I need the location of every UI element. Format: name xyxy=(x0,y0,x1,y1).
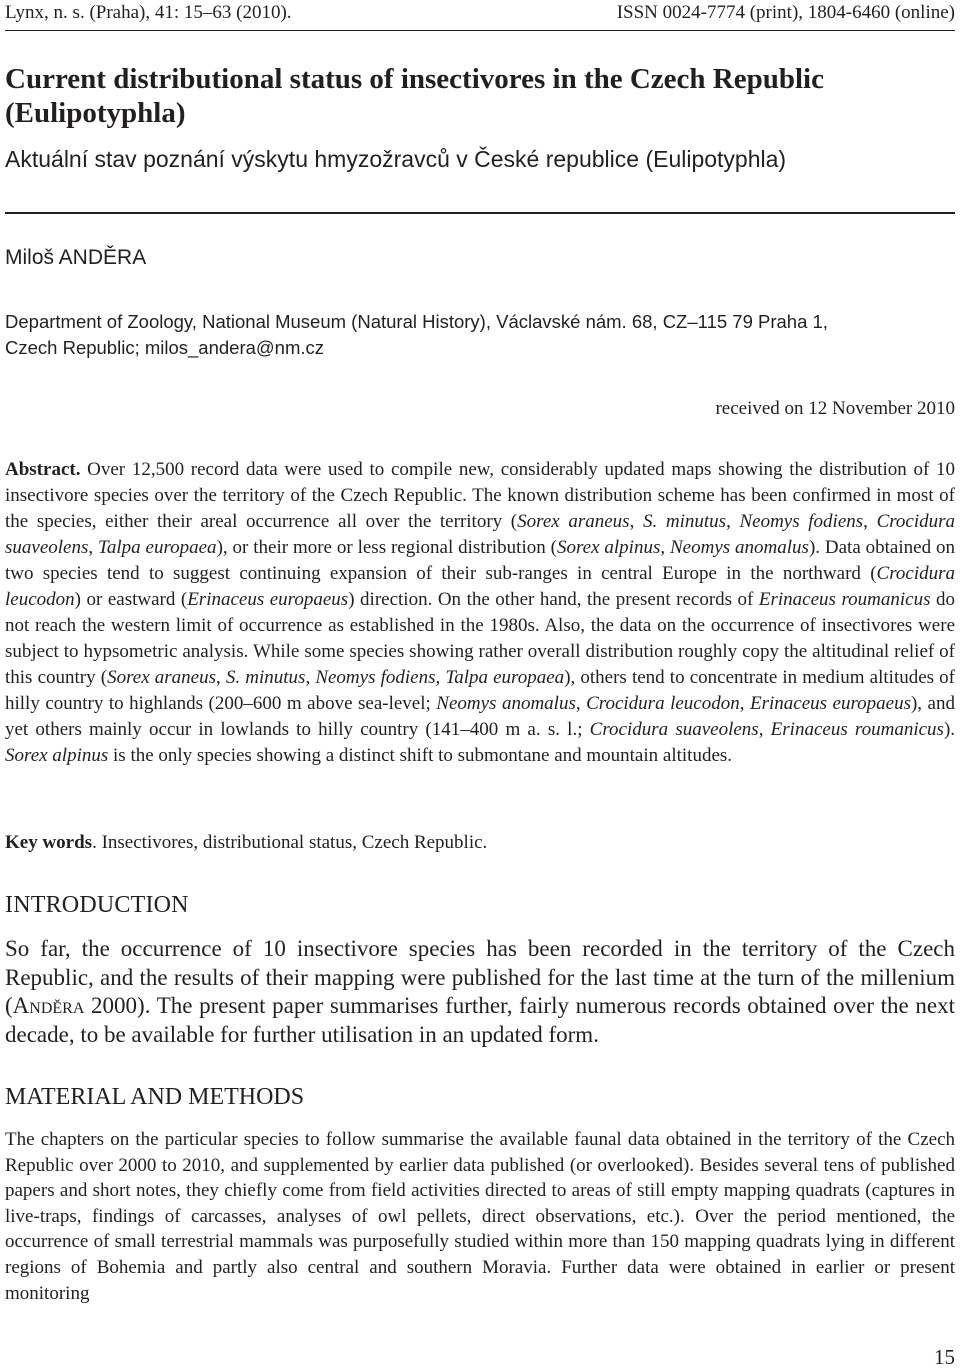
abstract-text: , xyxy=(863,511,877,532)
affiliation xyxy=(5,309,960,361)
article-title: Current distributional status of insectivores in the Czech Republic (Eulipotyphla) xyxy=(5,63,824,129)
species-name: Erinaceus roumanicus xyxy=(770,719,944,740)
abstract-text: , xyxy=(660,537,670,558)
running-header xyxy=(5,2,955,28)
author: Miloš ANDĚRA xyxy=(5,246,147,269)
section-heading-introduction: INTRODUCTION xyxy=(5,892,189,918)
citation-author: Anděra xyxy=(12,993,85,1018)
abstract-text: , xyxy=(305,667,316,688)
abstract-text: , xyxy=(215,667,226,688)
issn: ISSN 0024-7774 (print), 1804-6460 (online) xyxy=(616,2,955,23)
species-name: Neomys fodiens xyxy=(739,511,864,532)
species-name: Erinaceus europaeus xyxy=(749,693,911,714)
abstract-text: ). xyxy=(943,719,956,740)
species-name: S. minutus xyxy=(642,511,727,532)
species-name: Sorex araneus xyxy=(517,511,630,532)
abstract-text: , xyxy=(739,693,750,714)
section-heading-methods: MATERIAL AND METHODS xyxy=(5,1084,305,1110)
species-name: Sorex alpinus xyxy=(5,745,109,766)
abstract-text: ), and yet others mainly occur in lowlands to hilly country (141–400 m a. s. l.; xyxy=(5,693,955,740)
abstract-text: , xyxy=(726,511,740,532)
body-text: So far, the occurrence of 10 insectivore species has been recorded in the territory of the Czech Republic, and the results of their mapping were published for the last time at the turn of the millenium ( xyxy=(5,936,955,1018)
header-rule xyxy=(5,30,955,31)
keywords xyxy=(5,830,955,856)
abstract xyxy=(5,457,955,769)
abstract-text: ), others tend to concentrate in medium altitudes of hilly country to highlands (200–600 m above sea-level; xyxy=(5,667,956,714)
abstract-text: ), or their more or less regional distribution ( xyxy=(216,537,557,558)
journal-citation: Lynx, n. s. (Praha), 41: 15–63 (2010). xyxy=(5,2,292,23)
abstract-text: ). Data obtained on two species tend to suggest continuing expansion of their sub-ranges in central Europe in the northward ( xyxy=(5,537,955,584)
title-rule xyxy=(5,212,955,214)
abstract-text: , xyxy=(758,719,771,740)
affiliation-line: Department of Zoology, National Museum (Natural History), Václavské nám. 68, CZ–115 79 Praha 1, xyxy=(5,311,828,332)
species-name: Crocidura suaveolens xyxy=(5,511,956,558)
species-name: Erinaceus roumanicus xyxy=(758,589,931,610)
abstract-text: is the only species showing a distinct shift to submontane and mountain altitudes. xyxy=(108,745,733,766)
methods-text: The chapters on the particular species to follow summarise the available faunal data obtained in the territory of the Czech Republic over 2000 to 2010, and supplemented by earlier data published (or overlooked). Besides several tens of published papers and short notes, they chiefly come from field activities directed to areas of still empty mapping quadrats (captures in live-traps, findings of carcasses, analyses of owl pellets, direct observations, etc.). Over the period mentioned, the occurrence of small terrestrial mammals was purposefully studied within more than 150 mapping quadrats lying in different regions of Bohemia and partly also central and southern Moravia. Further data were obtained in earlier or present monitoring xyxy=(5,1129,955,1304)
abstract-text: , xyxy=(629,511,643,532)
body-text: 2000). The present paper summarises further, fairly numerous records obtained over the next decade, to be available for further utilisation in an updated form. xyxy=(5,993,955,1047)
keywords-label: Key words xyxy=(5,832,93,853)
species-name: Sorex araneus xyxy=(107,667,216,688)
article-title-czech: Aktuální stav poznání výskytu hmyzožravců v České republice (Eulipotyphla) xyxy=(5,146,787,172)
abstract-text: , xyxy=(435,667,446,688)
keywords-text: . Insectivores, distributional status, Czech Republic. xyxy=(92,832,488,853)
abstract-text: , xyxy=(88,537,99,558)
abstract-text: , xyxy=(575,693,587,714)
species-name: S. minutus xyxy=(225,667,306,688)
species-name: Neomys anomalus xyxy=(670,537,809,558)
page-number: 15 xyxy=(934,1345,955,1369)
species-name: Talpa europaea xyxy=(98,537,217,558)
species-name: Neomys anomalus xyxy=(436,693,576,714)
abstract-text: ) or eastward ( xyxy=(74,589,188,610)
abstract-label: Abstract. xyxy=(5,459,81,480)
abstract-text: do not reach the western limit of occurrence as established in the 1980s. Also, the data on the occurrence of insectivores were subject to hypsometric analysis. While some species showing rather overall distribution roughly copy the altitudinal relief of this country ( xyxy=(5,589,955,688)
introduction-text xyxy=(5,935,955,1049)
abstract-text: ) direction. On the other hand, the present records of xyxy=(348,589,759,610)
species-name: Crocidura leucodon xyxy=(586,693,740,714)
species-name: Talpa europaea xyxy=(445,667,565,688)
species-name: Crocidura suaveolens xyxy=(589,719,759,740)
affiliation-line: Czech Republic; milos_andera@nm.cz xyxy=(5,337,325,358)
species-name: Crocidura leucodon xyxy=(5,563,955,610)
species-name: Neomys fodiens xyxy=(315,667,436,688)
species-name: Erinaceus europaeus xyxy=(187,589,349,610)
received-date: received on 12 November 2010 xyxy=(715,398,955,419)
species-name: Sorex alpinus xyxy=(556,537,661,558)
abstract-text: Over 12,500 record data were used to compile new, considerably updated maps showing the distribution of 10 insectivore species over the territory of the Czech Republic. The known distribution scheme has been confirmed in most of the species, either their areal occurrence all over the territory ( xyxy=(5,459,955,532)
